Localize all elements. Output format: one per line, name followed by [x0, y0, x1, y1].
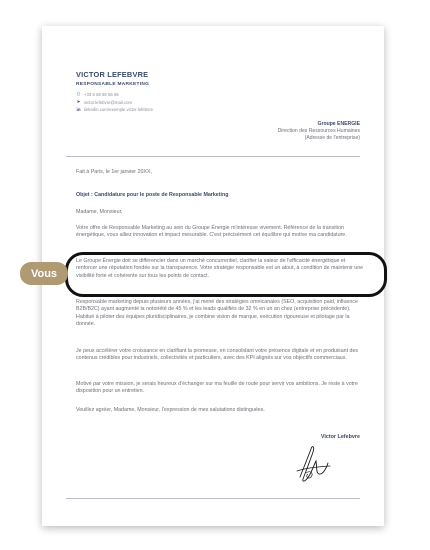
signature-name: Victor Lefebvre: [320, 434, 360, 440]
contact-phone-text: +33 6 66 66 66 66: [84, 91, 119, 97]
letter-subject: Objet : Candidature pour le poste de Responsable Marketing: [76, 192, 229, 198]
linkedin-icon: in: [76, 107, 81, 112]
letter-date: Fait à Paris, le 1er janvier 20XX,: [76, 169, 152, 175]
recipient-org: Groupe ENERGIE: [317, 121, 360, 127]
location-icon: ➤: [76, 99, 81, 104]
sender-name: VICTOR LEFEBVRE: [76, 70, 149, 79]
divider-bottom: [66, 498, 360, 499]
paragraph-motivation: Motivé par votre mission, je serais heureux d'échanger sur ma feuille de route pour servir vos ambitions. Je reste à votre disposition pour un entretien.: [76, 381, 358, 395]
sender-role: RESPONSABLE MARKETING: [76, 82, 150, 87]
recipient-address: (Adresse de l'entreprise): [304, 135, 360, 141]
vous-callout-badge: Vous: [20, 262, 68, 285]
paragraph-closing: Veuillez agréer, Madame, Monsieur, l'expression de mes salutations distinguées.: [76, 407, 265, 413]
recipient-block: [278, 121, 360, 142]
contact-email-text: victor.lefebvre@mail.com: [84, 99, 133, 105]
divider-top: [66, 156, 360, 157]
recipient-dept: Direction des Ressources Humaines: [277, 128, 360, 134]
contact-linkedin-text: linkedin.com/exemple.victor.lefebvre: [84, 107, 154, 112]
paragraph-experience: Responsable marketing depuis plusieurs années, j'ai mené des stratégies omnicanales (SEO, acquisition paid, influence B2B/B2C) ayant augmenté la notoriété de 45 % et les leads qualifiés de 32 % en un an chez (entreprise précédente). Habitué à piloter des équipes pluridisciplinaires, je combine vision de marque, exécution rigoureuse et pilotage par la donnée.: [76, 299, 358, 327]
paragraph-company-needs: Le Groupe Énergie doit se différencier dans un marché concurrentiel, clarifier la valeur de l'efficacité énergétique et renforcer une réputation fondée sur la transparence. Votre stratégie responsable est un atout, à condition de maintenir une visibilité forte et cohérente sur tous les points de contact.: [76, 258, 364, 279]
paragraph-intro: Votre offre de Responsable Marketing au sein du Groupe Énergie m'intéresse vivement. Référence de la transition énergétique, vous alliez innovation et impact mesurable. C'est précisément cet équilibre qui motive ma candidature.: [76, 225, 347, 239]
contact-email: [76, 99, 132, 105]
handwritten-signature: [294, 443, 334, 485]
phone-icon: ▯: [77, 91, 80, 96]
letter-greeting: Madame, Monsieur,: [76, 209, 123, 215]
contact-phone: [76, 91, 119, 97]
contact-linkedin: [76, 107, 153, 112]
paragraph-value: Je peux accélérer votre croissance en clarifiant la promesse, en consolidant votre présence digitale et en produisant des contenus crédibles pour industriels, collectivités et particuliers, avec des KPI alignés sur vos objectifs commerciaux.: [76, 348, 359, 362]
highlight-outline: [65, 252, 387, 297]
